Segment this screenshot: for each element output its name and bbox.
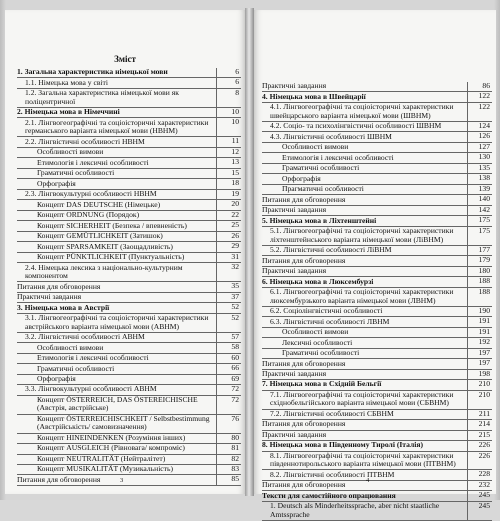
toc-entry-title: Граматичні особливості [17,168,217,178]
toc-entry-title: 2.2. Лінгвістичні особливості НВНМ [17,137,217,147]
toc-table-right [262,82,492,521]
toc-entry-title: 1.1. Німецька мова у світі [17,78,217,88]
toc-row [262,491,492,501]
toc-entry-page: 232 [468,480,493,490]
toc-entry-page: 175 [468,226,493,245]
toc-row [17,68,241,78]
toc-row [17,118,241,137]
toc-entry-title: 6.1. Лінгвогеографічні та соціоісторичні характеристики люксембурзького варіанта німецької мови (ЛВНМ) [262,287,468,306]
toc-entry-page: 32 [217,263,242,282]
toc-entry-page: 135 [468,163,493,173]
toc-entry-title: Орфографія [17,179,217,189]
toc-row [262,327,492,337]
toc-entry-page: 198 [468,369,493,379]
toc-row [262,451,492,470]
toc-entry-page: 10 [217,118,242,137]
toc-entry-title: 3. Німецька мова в Австрії [17,303,217,313]
toc-entry-title: Концепт ORDNUNG (Порядок) [17,210,217,220]
toc-entry-title: Питання для обговорення [262,420,468,430]
toc-row [17,385,241,395]
toc-entry-page: 83 [217,464,242,474]
toc-entry-page: 26 [217,231,242,241]
toc-entry-page: 31 [217,252,242,262]
toc-entry-title: Практичні завдання [262,266,468,276]
toc-entry-page: 210 [468,380,493,390]
toc-row [17,221,241,231]
toc-row [262,121,492,131]
toc-entry-page: 57 [217,332,242,342]
toc-entry-title: Питання для обговорення [17,282,217,292]
toc-entry-title: Особливості вимови [262,142,468,152]
toc-entry-page: 245 [468,501,493,520]
toc-entry-title: Концепт NEUTRALITÄT (Нейтралітет) [17,454,217,464]
toc-entry-title: 6. Німецька мова в Люксембурзі [262,277,468,287]
toc-entry-page: 190 [468,306,493,316]
toc-row [262,132,492,142]
toc-entry-page: 25 [217,221,242,231]
toc-row [17,231,241,241]
toc-row [262,184,492,194]
toc-row [17,210,241,220]
toc-row [262,153,492,163]
toc-entry-title: 5.2. Лінгвістичні особливості ЛіВНМ [262,245,468,255]
toc-entry-title: Особливості вимови [17,147,217,157]
toc-row [17,282,241,292]
toc-row [262,163,492,173]
toc-entry-title: 4.2. Соціо- та психолінгвістичні особливості ШВНМ [262,121,468,131]
toc-entry-title: 5. Німецька мова в Ліхтенштейні [262,216,468,226]
toc-row [262,226,492,245]
toc-row [262,142,492,152]
toc-entry-page: 52 [217,303,242,313]
toc-entry-title: Концепт GEMÜTLICHKEIT (Затишок) [17,231,217,241]
toc-entry-title: 2.4. Німецька лексика з національно-культурним компонентом [17,263,217,282]
toc-entry-title: Тексти для самостійного опрацювання [262,491,468,501]
toc-row [17,158,241,168]
toc-row [17,168,241,178]
toc-row [262,480,492,490]
toc-entry-page: 130 [468,153,493,163]
toc-entry-title: 6.3. Лінгвістичні особливості ЛВНМ [262,317,468,327]
toc-entry-title: 8.1. Лінгвогеографічні та соціоісторичні характеристики південнотирольського варіанта німецької мови (ПТВНМ) [262,451,468,470]
toc-row [262,245,492,255]
toc-row [262,287,492,306]
toc-row [262,92,492,102]
toc-entry-title: Практичні завдання [17,292,217,302]
toc-entry-title: Лексичні особливості [262,338,468,348]
toc-entry-page: 177 [468,245,493,255]
toc-entry-page: 6 [217,78,242,88]
toc-entry-page: 226 [468,451,493,470]
toc-entry-title: 7.2. Лінгвістичні особливості СБВНМ [262,409,468,419]
toc-entry-title: Питання для обговорення [262,256,468,266]
toc-entry-title: 4.3. Лінгвістичні особливості ШВНМ [262,132,468,142]
toc-entry-page: 80 [217,433,242,443]
toc-heading: Зміст [114,54,136,64]
toc-entry-page: 22 [217,210,242,220]
toc-entry-page: 58 [217,343,242,353]
toc-row [17,137,241,147]
toc-row [17,252,241,262]
toc-entry-page: 124 [468,121,493,131]
toc-entry-page: 81 [217,444,242,454]
toc-row [262,277,492,287]
toc-row [262,266,492,276]
toc-row [17,395,241,414]
toc-entry-page: 86 [468,82,493,92]
toc-entry-page: 188 [468,287,493,306]
toc-entry-title: Етимологія і лексичні особливості [17,158,217,168]
toc-entry-page: 8 [217,88,242,107]
toc-entry-page: 214 [468,420,493,430]
toc-entry-page: 210 [468,390,493,409]
toc-row [262,102,492,121]
toc-entry-title: Практичні завдання [262,369,468,379]
toc-entry-page: 72 [217,395,242,414]
toc-row [17,147,241,157]
toc-entry-page: 226 [468,441,493,451]
toc-entry-page: 191 [468,317,493,327]
toc-row [17,179,241,189]
toc-entry-title: Концепт DAS DEUTSCHE (Німецьке) [17,200,217,210]
toc-row [17,475,241,485]
toc-entry-title: Практичні завдання [262,82,468,92]
toc-entry-title: Орфографія [262,174,468,184]
toc-entry-page: 35 [217,282,242,292]
toc-entry-page: 52 [217,313,242,332]
toc-entry-page: 127 [468,142,493,152]
toc-row [262,420,492,430]
toc-entry-title: Практичні завдання [262,430,468,440]
toc-entry-page: 82 [217,454,242,464]
toc-entry-title: Концепт HINEINDENKEN (Розуміння інших) [17,433,217,443]
toc-row [17,343,241,353]
toc-entry-page: 211 [468,409,493,419]
toc-entry-title: Концепт ÖSTERREICHISCHKEIT / Selbstbestimmung (Австрійськість/ самовизначення) [17,414,217,433]
toc-row [262,409,492,419]
toc-entry-page: 191 [468,327,493,337]
toc-entry-page: 197 [468,359,493,369]
toc-entry-page: 188 [468,277,493,287]
toc-entry-page: 126 [468,132,493,142]
toc-entry-title: 4. Німецька мова в Швейцарії [262,92,468,102]
toc-row [17,433,241,443]
toc-entry-title: Етимологія і лексичні особливості [17,353,217,363]
toc-entry-page: 122 [468,92,493,102]
toc-entry-title: 2. Німецька мова в Німеччині [17,107,217,117]
toc-entry-title: Питання для обговорення [262,359,468,369]
toc-entry-title: Особливості вимови [262,327,468,337]
toc-entry-page: 139 [468,184,493,194]
toc-row [262,470,492,480]
toc-entry-title: Концепт MUSIKALITÄT (Музикальність) [17,464,217,474]
toc-entry-title: 3.2. Лінгвістичні особливості АВНМ [17,332,217,342]
toc-entry-title: 7.1. Лінгвогеографічні та соціоісторичні характеристики східнобельгійського варіанта німецької мови (СБВНМ) [262,390,468,409]
toc-entry-title: Концепт ÖSTERREICH, DAS ÖSTEREICHISCHE (Австрія, австрійське) [17,395,217,414]
toc-row [262,338,492,348]
toc-row [262,216,492,226]
toc-entry-title: Концепт PÜNKTLICHKEIT (Пунктуальність) [17,252,217,262]
toc-row [262,205,492,215]
toc-row [17,313,241,332]
toc-row [262,174,492,184]
toc-row [262,501,492,520]
toc-entry-title: Концепт SPARSAMKEIT (Заощадливість) [17,242,217,252]
toc-entry-page: 245 [468,491,493,501]
toc-row [17,303,241,313]
toc-entry-title: 1. Загальна характеристика німецької мови [17,68,217,78]
toc-row [262,306,492,316]
toc-row [17,332,241,342]
toc-entry-title: Граматичні особливості [262,348,468,358]
toc-entry-title: Граматичні особливості [262,163,468,173]
page-number-right: 4 [366,477,370,484]
toc-entry-page: 140 [468,195,493,205]
toc-entry-title: Питання для обговорення [17,475,217,485]
toc-entry-title: 3.1. Лінгвогеографічні та соціоісторичні характеристики австрійського варіанта німецької мови (АВНМ) [17,313,217,332]
toc-row [262,82,492,92]
toc-entry-page: 18 [217,179,242,189]
toc-entry-title: 5.1. Лінгвогеографічні та соціоісторичні характеристики ліхтенштейнського варіанта німецької мови (ЛіВНМ) [262,226,468,245]
right-page [254,10,496,519]
toc-entry-title: Граматичні особливості [17,364,217,374]
toc-entry-title: 8. Німецька мова в Південному Тиролі (Італія) [262,441,468,451]
toc-entry-title: Концепт AUSGLEICH (Рівновага/ компроміс) [17,444,217,454]
toc-row [262,390,492,409]
toc-entry-page: 37 [217,292,242,302]
toc-entry-page: 179 [468,256,493,266]
toc-entry-page: 215 [468,430,493,440]
toc-row [262,380,492,390]
toc-table-left [17,68,241,486]
toc-row [17,444,241,454]
toc-entry-title: Особливості вимови [17,343,217,353]
toc-row [17,464,241,474]
toc-row [262,441,492,451]
toc-row [17,292,241,302]
toc-entry-page: 15 [217,168,242,178]
toc-entry-page: 197 [468,348,493,358]
toc-entry-page: 13 [217,158,242,168]
toc-entry-page: 142 [468,205,493,215]
toc-row [17,263,241,282]
toc-entry-title: Практичні завдання [262,205,468,215]
toc-entry-page: 76 [217,414,242,433]
toc-entry-page: 6 [217,68,242,78]
toc-entry-title: 1. Deutsch als Minderheitssprache, aber nicht staatliche Amtssprache [262,501,468,520]
toc-row [17,107,241,117]
toc-entry-page: 192 [468,338,493,348]
toc-row [17,364,241,374]
toc-entry-page: 20 [217,200,242,210]
toc-entry-title: Етимологія і лексичні особливості [262,153,468,163]
toc-row [262,430,492,440]
toc-row [17,374,241,384]
toc-entry-title: 3.3. Лінгвокультурні особливості АВНМ [17,385,217,395]
toc-row [262,317,492,327]
toc-entry-page: 72 [217,385,242,395]
toc-row [17,189,241,199]
toc-row [17,242,241,252]
toc-entry-title: 8.2. Лінгвістичні особливості ПТВНМ [262,470,468,480]
toc-row [262,195,492,205]
toc-row [262,369,492,379]
toc-entry-page: 69 [217,374,242,384]
toc-entry-page: 122 [468,102,493,121]
toc-entry-title: 1.2. Загальна характеристика німецької мови як поліцентричної [17,88,217,107]
toc-entry-title: Питання для обговорення [262,195,468,205]
toc-row [17,414,241,433]
left-page [5,10,245,494]
toc-entry-title: Прагматичні особливості [262,184,468,194]
toc-row [17,200,241,210]
toc-entry-page: 180 [468,266,493,276]
toc-entry-page: 138 [468,174,493,184]
toc-row [17,454,241,464]
page-number-left: 3 [120,477,124,484]
toc-row [262,256,492,266]
toc-entry-page: 175 [468,216,493,226]
toc-entry-page: 19 [217,189,242,199]
toc-entry-page: 12 [217,147,242,157]
toc-entry-page: 228 [468,470,493,480]
toc-entry-title: 4.1. Лінгвогеографічні та соціоісторичні характеристики швейцарського варіанта німецької мови (ШВНМ) [262,102,468,121]
toc-row [262,359,492,369]
toc-entry-page: 66 [217,364,242,374]
toc-entry-page: 10 [217,107,242,117]
book-spine [245,8,254,496]
toc-entry-title: 2.1. Лінгвогеографічні та соціоісторичні характеристики германського варіанта німецької мови (НВНМ) [17,118,217,137]
toc-entry-page: 29 [217,242,242,252]
toc-entry-title: Концепт SICHERHEIT (Безпека / впевненість) [17,221,217,231]
toc-entry-title: Орфографія [17,374,217,384]
toc-entry-title: 6.2. Соціолінгвістичні особливості [262,306,468,316]
toc-row [262,348,492,358]
toc-entry-title: 7. Німецька мова в Східній Бельгії [262,380,468,390]
toc-entry-page: 60 [217,353,242,363]
toc-entry-title: Питання для обговорення [262,480,468,490]
toc-entry-title: 2.3. Лінгвокультурні особливості НВНМ [17,189,217,199]
toc-entry-page: 85 [217,475,242,485]
toc-entry-page: 11 [217,137,242,147]
toc-row [17,88,241,107]
toc-row [17,78,241,88]
toc-row [17,353,241,363]
